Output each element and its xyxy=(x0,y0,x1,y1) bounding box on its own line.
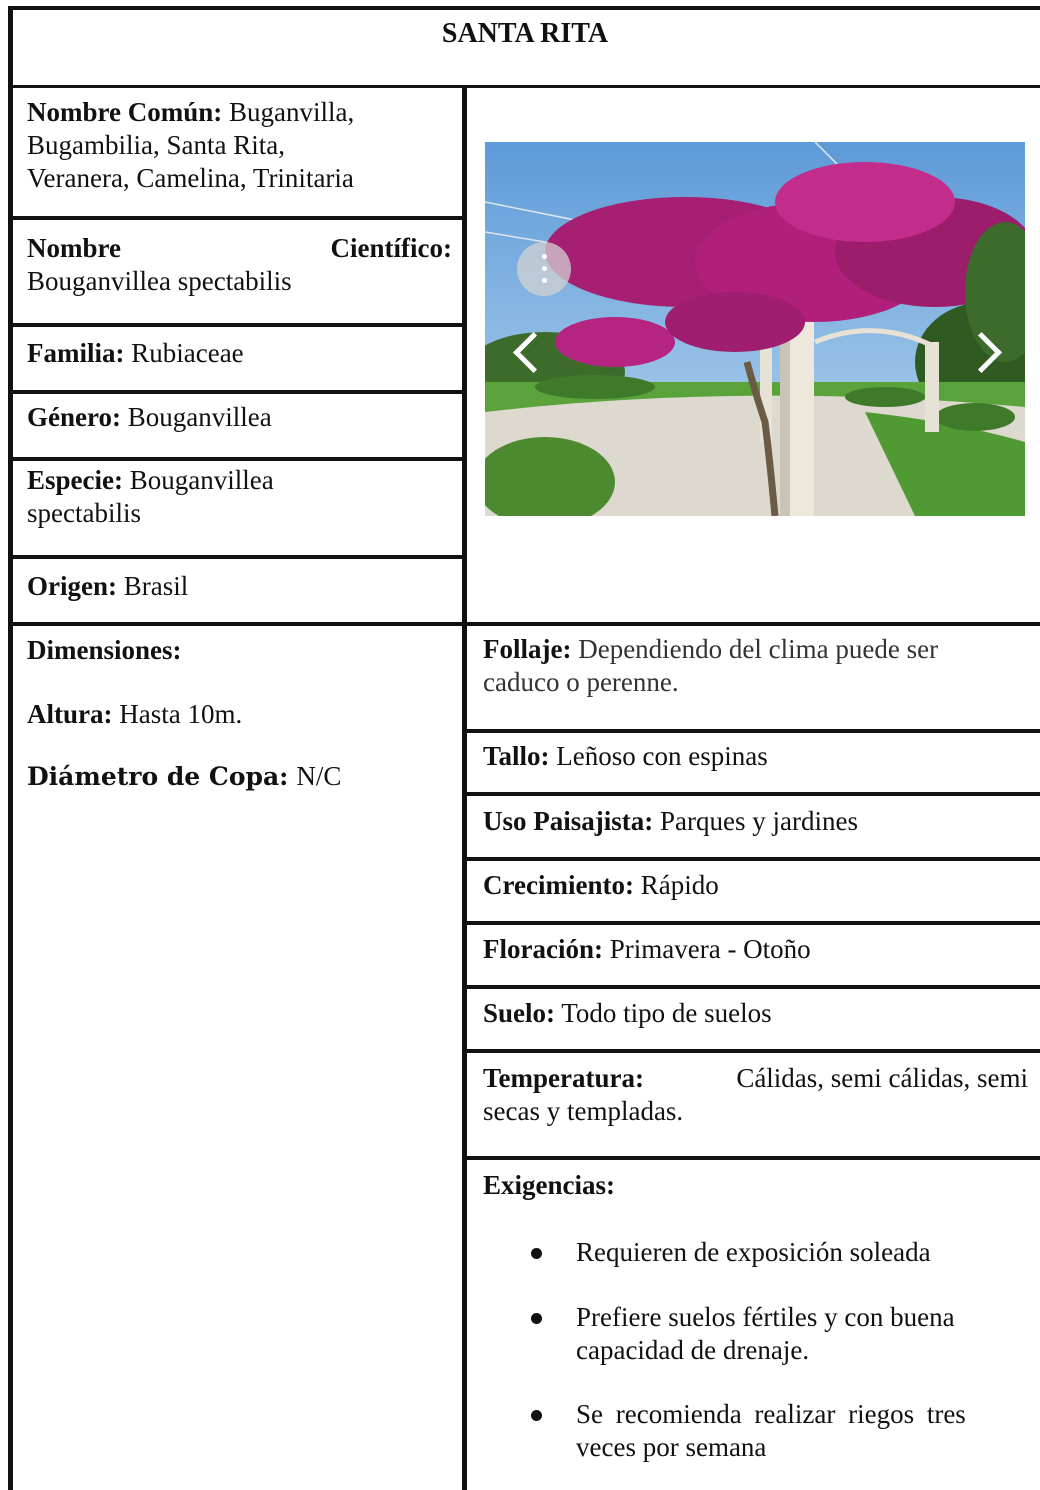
foliage-value: Dependiendo del clima puede ser xyxy=(578,634,939,664)
height-row xyxy=(27,698,242,731)
soil-value: Todo tipo de suelos xyxy=(561,998,772,1028)
requirements-heading: Exigencias: xyxy=(483,1170,615,1200)
temperature-cell xyxy=(483,1062,1028,1128)
crown-diameter-label: Diámetro de Copa: xyxy=(27,762,289,791)
row-border xyxy=(465,857,1040,861)
growth-label: Crecimiento: xyxy=(483,870,634,900)
family-label: Familia: xyxy=(27,338,125,368)
stem-cell xyxy=(483,740,1028,773)
species-value: Bouganvillea xyxy=(129,465,274,495)
scientific-name-label-1: Nombre xyxy=(27,233,121,263)
row-border xyxy=(10,457,465,461)
species-label: Especie: xyxy=(27,465,123,495)
landscape-use-value: Parques y jardines xyxy=(660,806,858,836)
row-border xyxy=(10,323,465,327)
species-cell xyxy=(27,464,457,530)
temperature-value: Cálidas, semi cálidas, semi xyxy=(736,1063,1028,1093)
growth-value: Rápido xyxy=(640,870,719,900)
stem-label: Tallo: xyxy=(483,741,550,771)
common-name-line: Bugambilia, Santa Rita, xyxy=(27,130,285,160)
family-cell xyxy=(27,337,457,370)
stem-value: Leñoso con espinas xyxy=(556,741,768,771)
list-item-text: veces por semana xyxy=(576,1432,767,1462)
row-border xyxy=(10,555,465,559)
family-value: Rubiaceae xyxy=(131,338,244,368)
common-name-line: Veranera, Camelina, Trinitaria xyxy=(27,163,354,193)
height-value: Hasta 10m. xyxy=(119,699,243,729)
foliage-value: caduco o perenne. xyxy=(483,667,679,697)
row-border xyxy=(465,921,1040,925)
foliage-label: Follaje: xyxy=(483,634,572,664)
origin-label: Origen: xyxy=(27,571,117,601)
common-name-line: Buganvilla, xyxy=(229,97,355,127)
flowering-label: Floración: xyxy=(483,934,603,964)
bullet-icon xyxy=(531,1410,542,1421)
common-name-cell xyxy=(27,96,457,195)
common-name-label: Nombre Común: xyxy=(27,97,223,127)
table-title-border xyxy=(10,85,1040,88)
genus-label: Género: xyxy=(27,402,121,432)
row-border xyxy=(10,216,465,220)
table-column-divider xyxy=(462,88,467,1490)
bullet-icon xyxy=(531,1248,542,1259)
scientific-name-cell xyxy=(27,232,452,298)
crown-diameter-value: N/C xyxy=(296,761,342,791)
foliage-cell xyxy=(483,633,1028,699)
row-border xyxy=(465,1156,1040,1160)
origin-value: Brasil xyxy=(123,571,189,601)
temperature-label: Temperatura: xyxy=(483,1063,644,1093)
soil-label: Suelo: xyxy=(483,998,556,1028)
row-border xyxy=(465,985,1040,989)
more-vertical-icon[interactable] xyxy=(517,242,571,296)
genus-cell xyxy=(27,401,457,434)
soil-cell xyxy=(483,997,1028,1030)
scientific-name-value: Bouganvillea spectabilis xyxy=(27,266,292,296)
growth-cell xyxy=(483,869,1028,902)
row-border xyxy=(465,729,1040,733)
flowering-value: Primavera - Otoño xyxy=(609,934,811,964)
height-label: Altura: xyxy=(27,699,113,729)
row-border xyxy=(10,390,465,394)
row-border xyxy=(465,1049,1040,1053)
crown-diameter-row xyxy=(27,760,341,793)
row-border xyxy=(10,622,1040,626)
plant-photo xyxy=(485,142,1025,516)
landscape-use-label: Uso Paisajista: xyxy=(483,806,654,836)
origin-cell xyxy=(27,570,457,603)
species-value: spectabilis xyxy=(27,498,141,528)
dimensions-heading: Dimensiones: xyxy=(27,635,182,665)
page-title: SANTA RITA xyxy=(441,18,609,49)
row-border xyxy=(465,792,1040,796)
genus-value: Bouganvillea xyxy=(127,402,272,432)
list-item-text: Requieren de exposición soleada xyxy=(576,1237,931,1267)
list-item-text: Se recomienda realizar riegos tres xyxy=(576,1399,966,1429)
list-item-text: Prefiere suelos fértiles y con buena xyxy=(576,1302,955,1332)
list-item-text: capacidad de drenaje. xyxy=(576,1335,810,1365)
bullet-icon xyxy=(531,1313,542,1324)
table-left-border xyxy=(8,6,13,1490)
landscape-use-cell xyxy=(483,805,1028,838)
scientific-name-label-2: Científico: xyxy=(330,233,452,263)
table-top-border xyxy=(10,6,1040,10)
flowering-cell xyxy=(483,933,1028,966)
temperature-value: secas y templadas. xyxy=(483,1096,684,1126)
